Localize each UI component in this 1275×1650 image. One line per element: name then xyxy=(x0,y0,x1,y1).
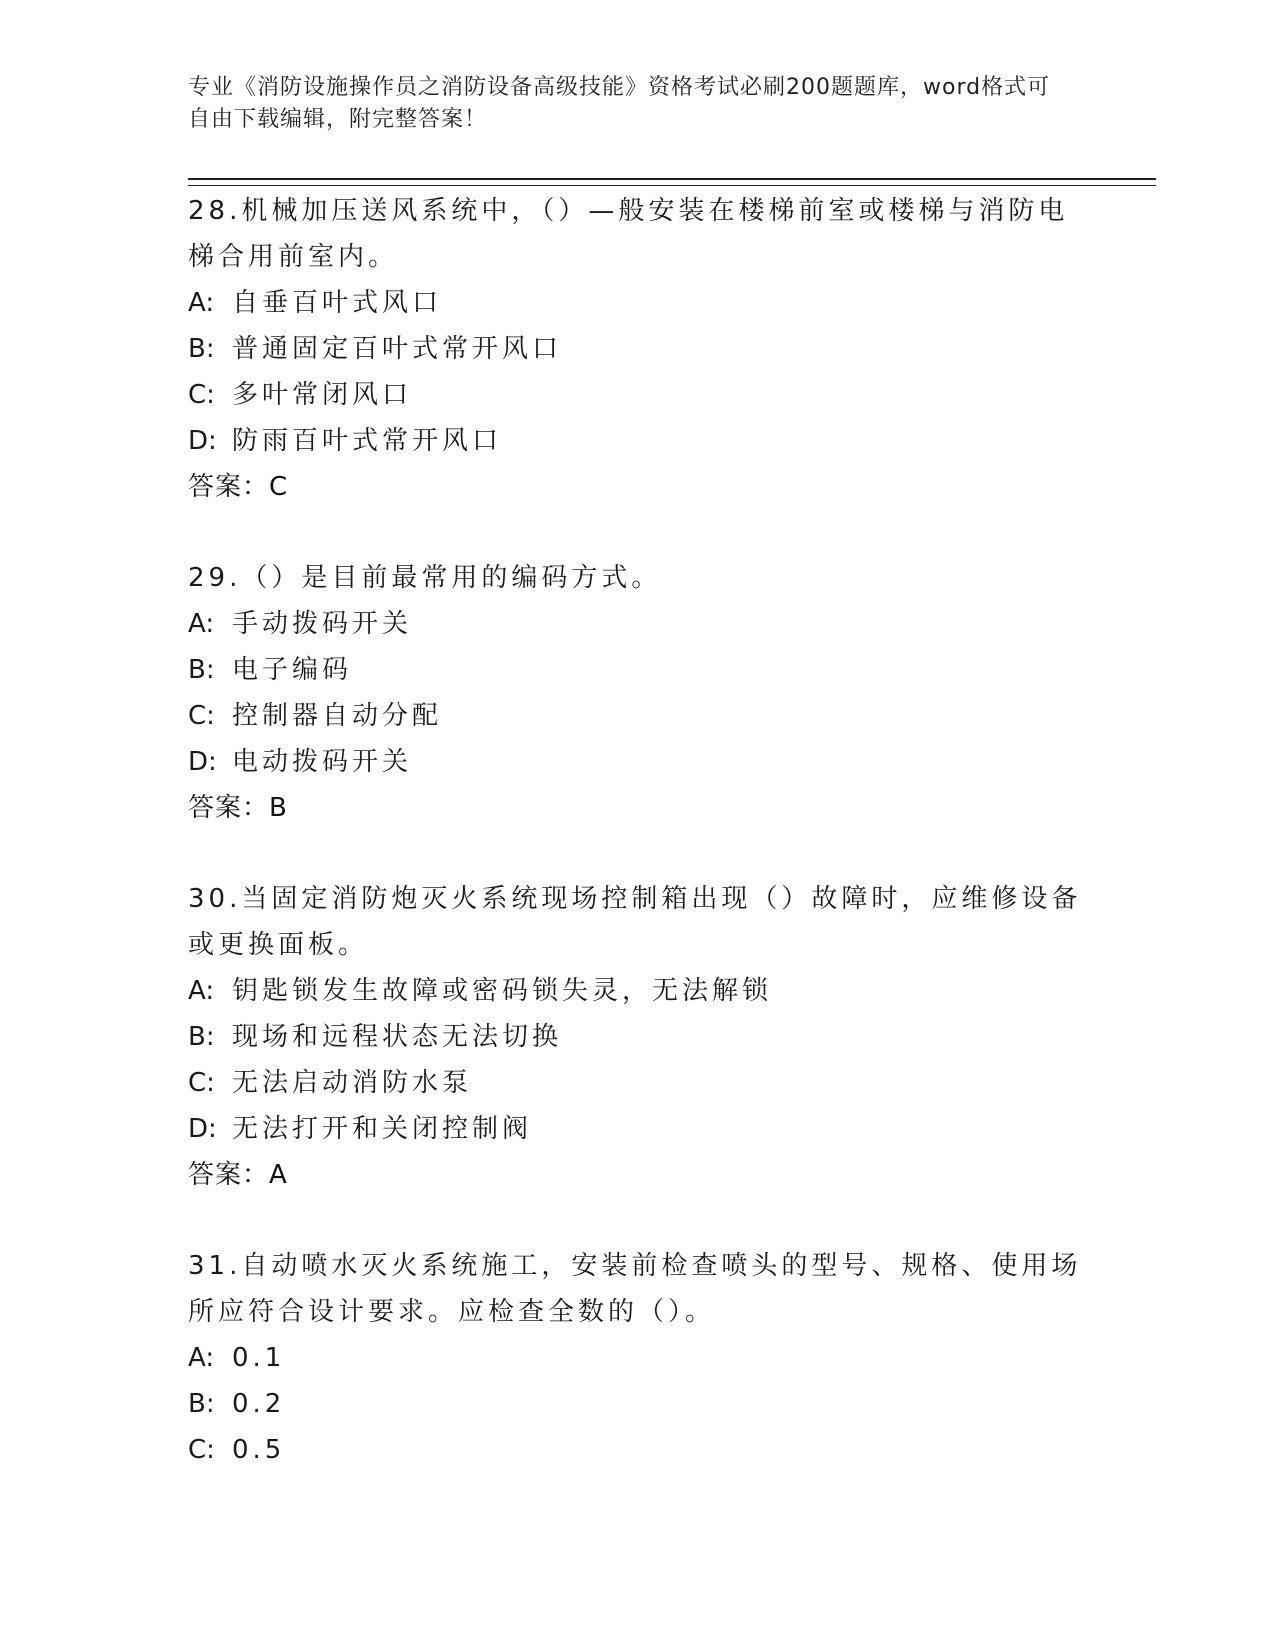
question-stem: 29.（）是目前最常用的编码方式。 xyxy=(188,563,662,593)
question-30 xyxy=(188,876,1088,1198)
option-b xyxy=(188,326,1088,372)
option-letter: D: xyxy=(188,1114,217,1144)
option-b xyxy=(188,1381,1088,1427)
option-d xyxy=(188,1106,1088,1152)
option-text: 手动拨码开关 xyxy=(232,609,413,639)
option-letter: C: xyxy=(188,1435,215,1465)
option-c xyxy=(188,372,1088,418)
option-a xyxy=(188,968,1088,1014)
question-29 xyxy=(188,555,1088,831)
option-d xyxy=(188,418,1088,464)
question-stem: 28.机械加压送风系统中，（）—般安装在楼梯前室或楼梯与消防电梯合用前室内。 xyxy=(188,196,1069,272)
option-text: 自垂百叶式风口 xyxy=(232,288,443,318)
option-letter: B: xyxy=(188,655,215,685)
option-letter: D: xyxy=(188,426,217,456)
answer: 答案：B xyxy=(188,793,288,823)
document-header xyxy=(188,72,1068,136)
option-text: 现场和远程状态无法切换 xyxy=(232,1022,563,1052)
option-letter: D: xyxy=(188,747,217,777)
option-text: 普通固定百叶式常开风口 xyxy=(232,334,563,364)
option-letter: A: xyxy=(188,609,215,639)
header-divider xyxy=(188,178,1156,186)
option-text: 0.2 xyxy=(232,1389,286,1419)
question-31 xyxy=(188,1243,1088,1473)
option-text: 钥匙锁发生故障或密码锁失灵，无法解锁 xyxy=(232,976,773,1006)
header-text: 专业《消防设施操作员之消防设备高级技能》资格考试必刷200题题库，word格式可自由下载编辑，附完整答案！ xyxy=(188,75,1051,132)
option-a xyxy=(188,601,1088,647)
question-28 xyxy=(188,188,1088,510)
option-text: 无法启动消防水泵 xyxy=(232,1068,473,1098)
option-text: 防雨百叶式常开风口 xyxy=(232,426,503,456)
question-stem: 31.自动喷水灭火系统施工，安装前检查喷头的型号、规格、使用场所应符合设计要求。应检查全数的（）。 xyxy=(188,1251,1082,1327)
option-c xyxy=(188,1427,1088,1473)
option-letter: C: xyxy=(188,1068,215,1098)
option-text: 无法打开和关闭控制阀 xyxy=(232,1114,533,1144)
option-letter: B: xyxy=(188,334,215,364)
option-text: 0.5 xyxy=(232,1435,286,1465)
question-list xyxy=(188,188,1088,1518)
answer: 答案：C xyxy=(188,472,289,502)
option-letter: B: xyxy=(188,1389,215,1419)
question-stem: 30.当固定消防炮灭火系统现场控制箱出现（）故障时，应维修设备或更换面板。 xyxy=(188,884,1082,960)
option-a xyxy=(188,280,1088,326)
option-letter: A: xyxy=(188,288,215,318)
option-letter: B: xyxy=(188,1022,215,1052)
option-letter: A: xyxy=(188,976,215,1006)
option-text: 电动拨码开关 xyxy=(232,747,413,777)
option-letter: C: xyxy=(188,380,215,410)
answer: 答案：A xyxy=(188,1160,288,1190)
option-b xyxy=(188,647,1088,693)
option-letter: A: xyxy=(188,1343,215,1373)
option-text: 电子编码 xyxy=(232,655,353,685)
option-text: 控制器自动分配 xyxy=(232,701,443,731)
option-c xyxy=(188,693,1088,739)
option-letter: C: xyxy=(188,701,215,731)
option-text: 0.1 xyxy=(232,1343,286,1373)
option-b xyxy=(188,1014,1088,1060)
option-d xyxy=(188,739,1088,785)
option-a xyxy=(188,1335,1088,1381)
option-text: 多叶常闭风口 xyxy=(232,380,413,410)
option-c xyxy=(188,1060,1088,1106)
